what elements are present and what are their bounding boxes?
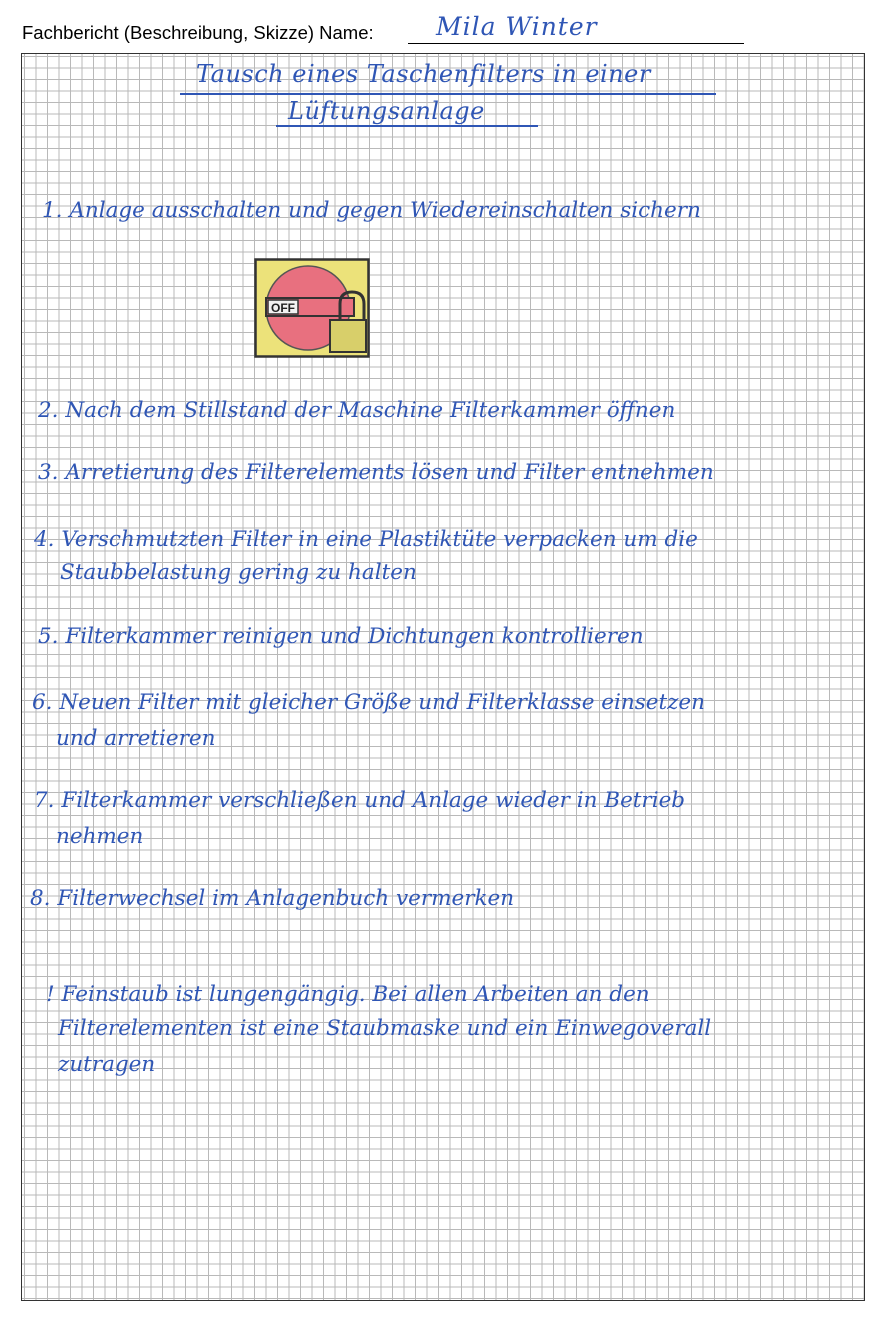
report-header-label: Fachbericht (Beschreibung, Skizze) Name: [22, 22, 374, 43]
step-3: 3. Arretierung des Filterelements lösen und Filter entnehmen [38, 460, 714, 485]
step-4-line-2: Staubbelastung gering zu halten [60, 560, 417, 585]
name-value: Mila Winter [436, 12, 598, 41]
step-6-line-1: 6. Neuen Filter mit gleicher Größe und Filterklasse einsetzen [32, 690, 705, 715]
step-1: 1. Anlage ausschalten und gegen Wiedereinschalten sichern [42, 198, 701, 223]
safety-note-line-2: Filterelementen ist eine Staubmaske und ein Einwegoverall [58, 1016, 712, 1041]
title-underline-2 [276, 125, 538, 127]
step-7-line-2: nehmen [56, 824, 144, 849]
off-label: OFF [271, 301, 295, 315]
safety-note-line-3: zutragen [58, 1052, 156, 1077]
safety-note-line-1: ! Feinstaub ist lungengängig. Bei allen Arbeiten an den [46, 982, 650, 1007]
lockout-switch-icon [254, 258, 370, 358]
name-underline [408, 43, 744, 44]
title-line-2: Lüftungsanlage [288, 97, 485, 125]
step-5: 5. Filterkammer reinigen und Dichtungen kontrollieren [38, 624, 644, 649]
step-8: 8. Filterwechsel im Anlagenbuch vermerken [30, 886, 515, 911]
step-2: 2. Nach dem Stillstand der Maschine Filterkammer öffnen [38, 398, 676, 423]
title-underline-1 [180, 93, 716, 95]
title-line-1: Tausch eines Taschenfilters in einer [196, 60, 651, 88]
grid-sheet [21, 53, 865, 1301]
step-4-line-1: 4. Verschmutzten Filter in eine Plastiktüte verpacken um die [34, 527, 698, 552]
step-6-line-2: und arretieren [56, 726, 216, 751]
step-7-line-1: 7. Filterkammer verschließen und Anlage wieder in Betrieb [34, 788, 686, 813]
